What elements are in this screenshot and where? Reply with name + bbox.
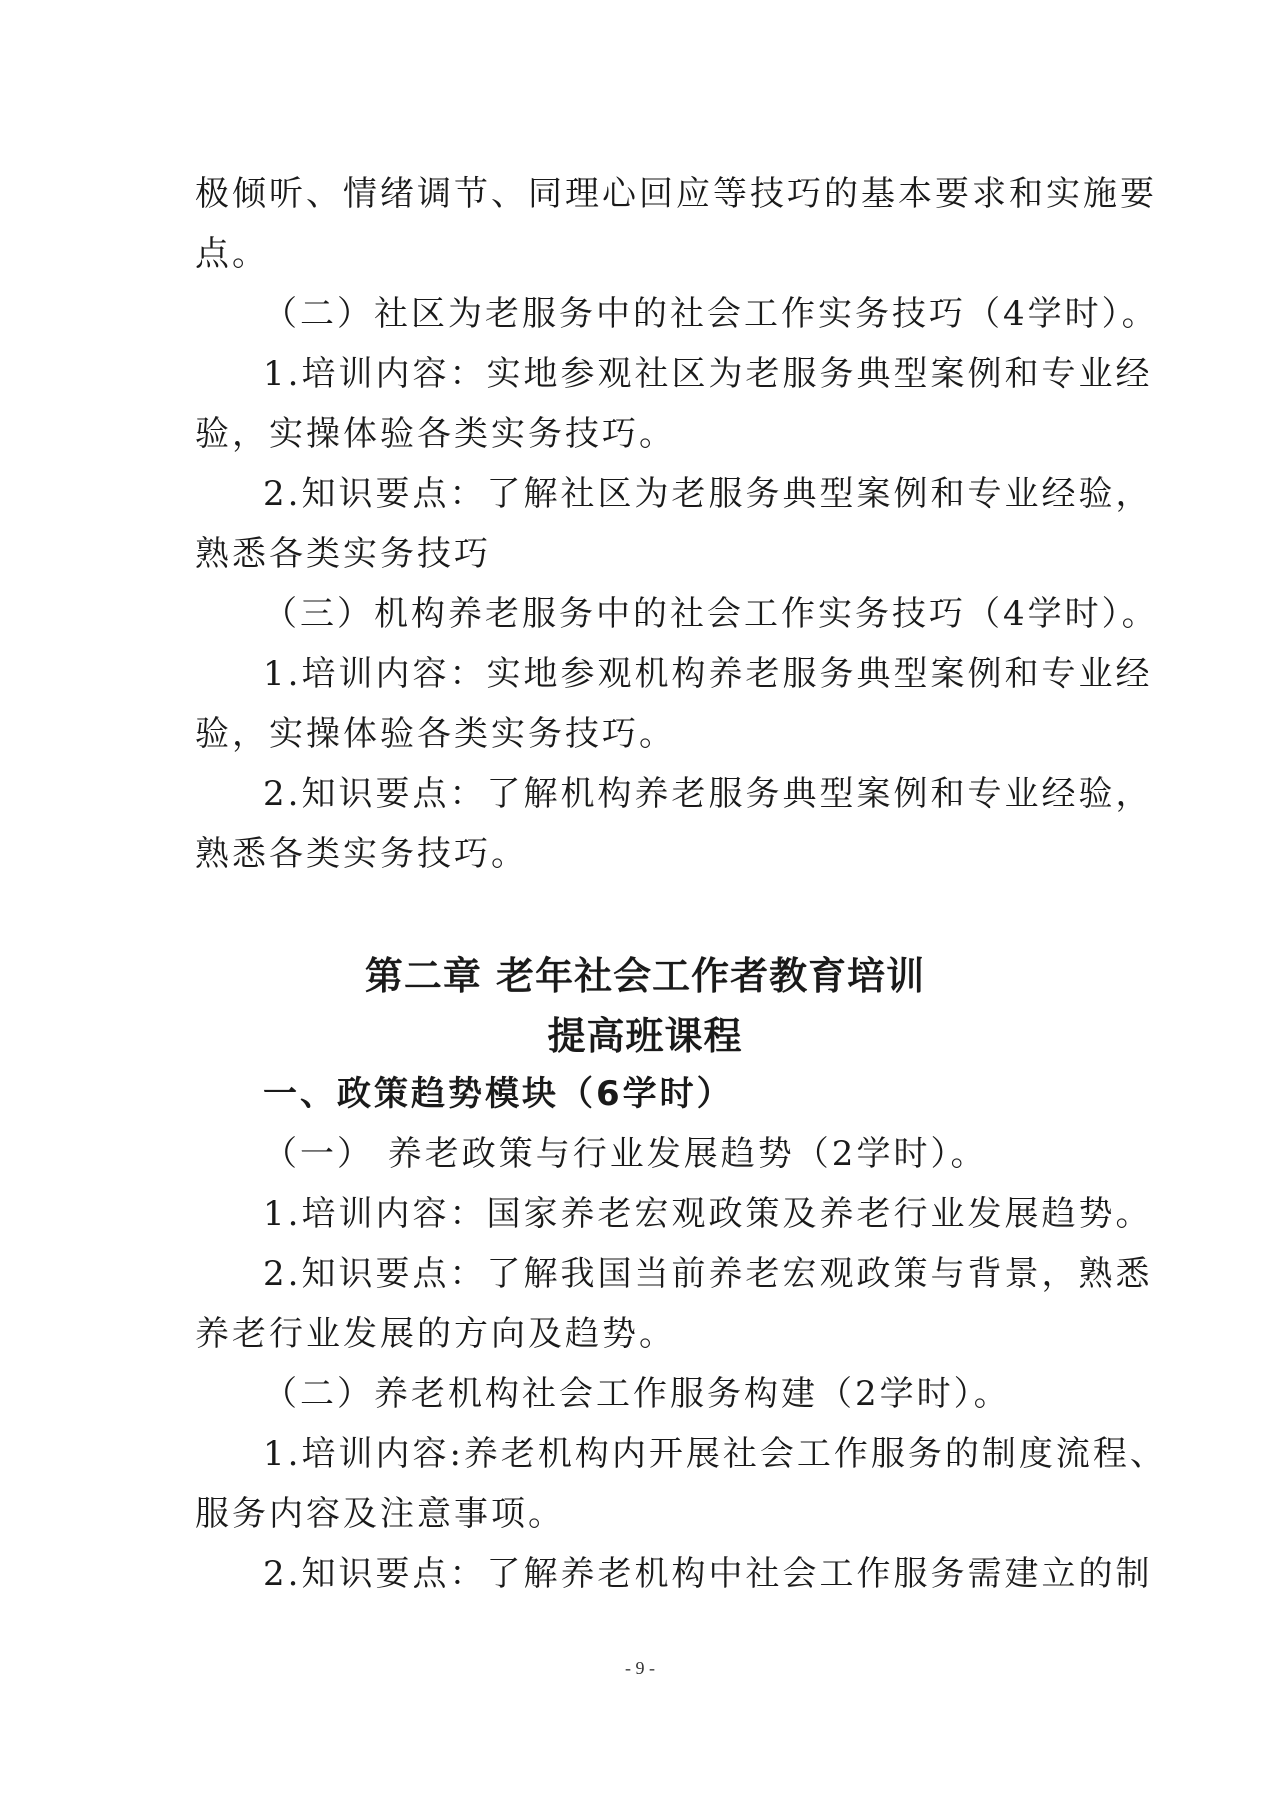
body-line: 2.知识要点：了解我国当前养老宏观政策与背景，熟悉 bbox=[263, 1254, 1153, 1294]
body-line: 1.培训内容：国家养老宏观政策及养老行业发展趋势。 bbox=[263, 1194, 1153, 1234]
body-line: 1.培训内容:养老机构内开展社会工作服务的制度流程、 bbox=[263, 1434, 1167, 1474]
body-line: 2.知识要点：了解养老机构中社会工作服务需建立的制 bbox=[263, 1554, 1153, 1594]
body-line: 1.培训内容：实地参观社区为老服务典型案例和专业经 bbox=[263, 354, 1153, 394]
subsection-heading: （一） 养老政策与行业发展趋势（2学时）。 bbox=[263, 1134, 988, 1174]
section-heading: 一、政策趋势模块（6学时） bbox=[263, 1074, 734, 1114]
body-line: 验，实操体验各类实务技巧。 bbox=[195, 714, 676, 754]
subsection-heading: （二）社区为老服务中的社会工作实务技巧（4学时）。 bbox=[263, 294, 1159, 334]
body-line: 养老行业发展的方向及趋势。 bbox=[195, 1314, 676, 1354]
subsection-heading: （三）机构养老服务中的社会工作实务技巧（4学时）。 bbox=[263, 594, 1159, 634]
body-line: 2.知识要点：了解社区为老服务典型案例和专业经验， bbox=[263, 474, 1153, 514]
body-line: 熟悉各类实务技巧。 bbox=[195, 834, 528, 874]
body-line: 1.培训内容：实地参观机构养老服务典型案例和专业经 bbox=[263, 654, 1153, 694]
body-line: 服务内容及注意事项。 bbox=[195, 1494, 565, 1534]
page-number: - 9 - bbox=[625, 1658, 655, 1678]
body-line: 极倾听、情绪调节、同理心回应等技巧的基本要求和实施要 bbox=[195, 174, 1157, 214]
body-line: 熟悉各类实务技巧 bbox=[195, 534, 491, 574]
body-line: 点。 bbox=[195, 234, 269, 274]
body-line: 2.知识要点：了解机构养老服务典型案例和专业经验， bbox=[263, 774, 1153, 814]
chapter-subtitle: 提高班课程 bbox=[547, 1014, 743, 1058]
chapter-title: 第二章 老年社会工作者教育培训 bbox=[364, 954, 926, 998]
body-line: 验，实操体验各类实务技巧。 bbox=[195, 414, 676, 454]
subsection-heading: （二）养老机构社会工作服务构建（2学时）。 bbox=[263, 1374, 1011, 1414]
